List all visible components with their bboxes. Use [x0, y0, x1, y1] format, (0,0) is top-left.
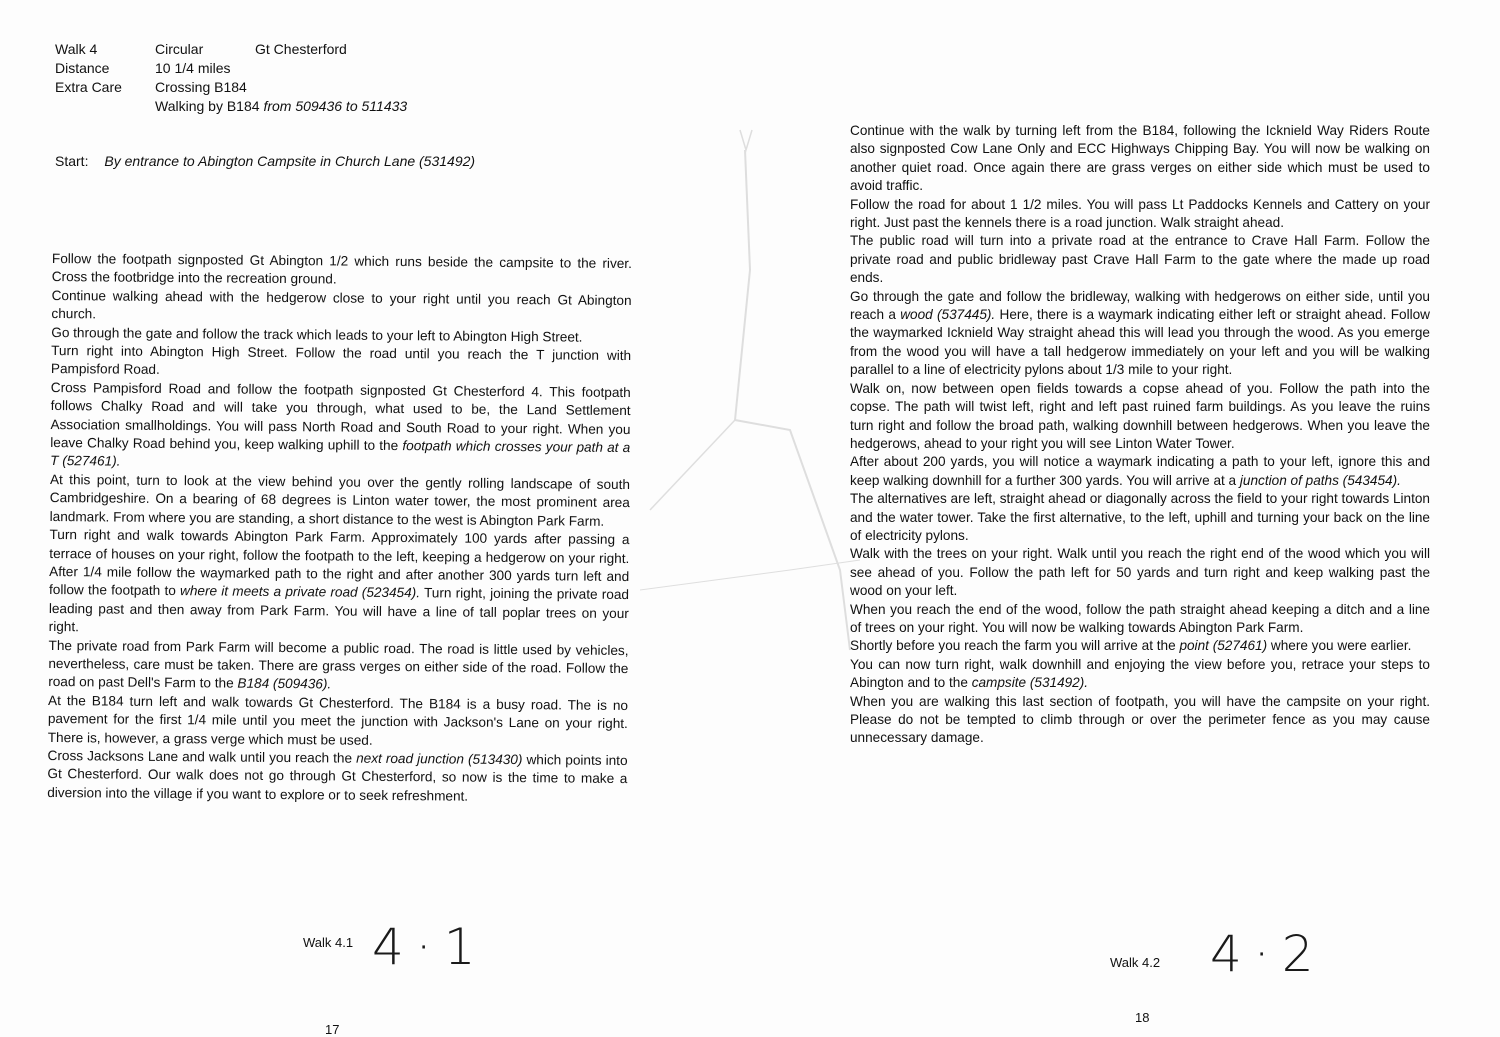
footer-label-left: Walk 4.1: [303, 935, 354, 950]
distance-value: 10 1/4 miles: [155, 60, 231, 76]
paragraph: Shortly before you reach the farm you will arrive at the point (527461) where you were earlier.: [850, 638, 1412, 654]
start-location: [55, 153, 475, 169]
paragraph: You can now turn right, walk downhill and enjoying the view before you, retrace your steps to Abington and to the campsite (531492).: [850, 656, 1430, 691]
paragraph: Follow the footpath signposted Gt Abington 1/2 which runs beside the campsite to the river. Cross the footbridge into the recreation ground.: [51, 250, 632, 287]
paragraph: After about 200 yards, you will notice a waymark indicating a path to your left, ignore this and keep walking downhill for a further 300 yards. You will arrive at a junction of paths (543454).: [850, 454, 1430, 488]
paragraph: Go through the gate and follow the track which leads to your left to Abington High Street.: [51, 324, 583, 345]
paragraph: Cross Jacksons Lane and walk until you reach the next road junction (513430) which points into Gt Chesterford. Our walk does not go through Gt Chesterford, so now is the time to make a diversion into the village if you want to explore or to seek refreshment.: [47, 747, 628, 804]
walk-header: [55, 40, 407, 116]
paragraph: Turn right into Abington High Street. Follow the road until you reach the T junction with Pampisford Road.: [50, 343, 632, 378]
extra-care-value: Crossing B184: [155, 79, 247, 95]
walk-place: Gt Chesterford: [255, 41, 347, 57]
walk-label: Walk 4: [55, 41, 98, 57]
paragraph: Cross Pampisford Road and follow the footpath signposted Gt Chesterford 4. This footpath follows Chalky Road and will take you through, what used to be, the Land Settlement Association smallholdings. You will pass North Road and South Road to your right. When you leave Chalky Road behind you, keep walking uphill to the footpath which crosses your path at a T (527461).: [50, 379, 631, 470]
paragraph: Turn right and walk towards Abington Park Farm. Approximately 100 yards after passing a terrace of houses on your right, follow the footpath to the left, keeping a hedgerow on your right. After 1/4 mile follow the waymarked path to the right and after another 300 yards turn left and follow the footpath to where it meets a private road (523454). Turn right, joining the private road leading past and then away from Park Farm. You will have a line of tall poplar trees on your right.: [48, 527, 630, 635]
distance-label: Distance: [55, 60, 110, 76]
paragraph: When you are walking this last section of footpath, you will have the campsite on your right. Please do not be tempted to climb through or over the perimeter fence as you may cause unnecessary damage.: [850, 693, 1430, 746]
paragraph: At this point, turn to look at the view behind you over the gently rolling landscape of south Cambridgeshire. On a bearing of 68 degrees is Linton water tower, the most prominent area landmark. From where you are standing, a short distance to the west is Abington Park Farm.: [49, 471, 631, 529]
walk-type: Circular: [155, 41, 204, 57]
page-number-left: 17: [325, 1022, 340, 1037]
paragraph: The alternatives are left, straight ahead or diagonally across the field to your right towards Linton and the water tower. Take the first alternative, to the left, uphill and turning your back on the line of electricity pylons.: [850, 491, 1430, 543]
directions-text-left: [47, 250, 632, 807]
extra-care-label: Extra Care: [55, 79, 122, 95]
paragraph: Continue with the walk by turning left from the B184, following the Icknield Way Riders Route also signposted Cow Lane Only and ECC Highways Chipping Bay. You will now be walking on another quiet road. Once again there are grass verges on either side which must be used to avoid traffic.: [850, 123, 1430, 194]
paragraph: When you reach the end of the wood, follow the path straight ahead keeping a ditch and a line of trees on your right. You will now be walking towards Abington Park Farm.: [850, 601, 1430, 635]
paragraph: Go through the gate and follow the bridleway, walking with hedgerows on either side, until you reach a wood (537445). Here, there is a waymark indicating either left or straight ahead. Follow the waymarked Icknield Way straight ahead this will lead you through the wood. As you emerge from the wood you will have a tall hedgerow immediately on your left and you will be walking parallel to a line of electricity pylons about 1/3 mile to your right.: [850, 288, 1430, 378]
handwritten-number-right: 4·2: [1210, 925, 1326, 983]
start-label: Start:: [55, 153, 89, 169]
paragraph: Walk with the trees on your right. Walk until you reach the right end of the wood which you will see ahead of you. Follow the path left for 50 yards and turn right and keep walking past the wood on your left.: [850, 546, 1430, 599]
directions-text-right: [850, 122, 1430, 748]
handwritten-number-left: 4·1: [372, 918, 488, 976]
page-number-right: 18: [1135, 1010, 1150, 1025]
paragraph: Follow the road for about 1 1/2 miles. You will pass Lt Paddocks Kennels and Cattery on your right. Just past the kennels there is a road junction. Walk straight ahead.: [850, 196, 1430, 231]
right-page: [750, 0, 1500, 1035]
left-page: [0, 0, 750, 1035]
paragraph: The private road from Park Farm will become a public road. The road is little used by vehicles, nevertheless, care must be taken. There are grass verges on either side of the road. Follow the road on past Dell's Farm to the B184 (509436).: [48, 637, 629, 692]
paragraph: At the B184 turn left and walk towards Gt Chesterford. The B184 is a busy road. The is no pavement for the first 1/4 mile until you meet the junction with Jackson's Lane on your right. There is, however, a grass verge which must be used.: [47, 692, 629, 748]
paragraph: The public road will turn into a private road at the entrance to Crave Hall Farm. Follow the private road and public bridleway past Crave Hall Farm to the gate where the made up road ends.: [850, 233, 1430, 286]
extra-care-detail: Walking by B184 from 509436 to 511433: [155, 98, 408, 114]
paragraph: Walk on, now between open fields towards a copse ahead of you. Follow the path into the copse. The path will twist left, right and left past ruined farm buildings. As you leave the ruins turn right and follow the broad path, walking downhill between hedgerows. When you leave the hedgerows, ahead to your right you will see Linton Water Tower.: [850, 380, 1430, 451]
footer-label-right: Walk 4.2: [1110, 955, 1161, 970]
paragraph: Continue walking ahead with the hedgerow close to your right until you reach Gt Abington church.: [51, 287, 632, 322]
start-text: By entrance to Abington Campsite in Church Lane (531492): [104, 153, 476, 169]
